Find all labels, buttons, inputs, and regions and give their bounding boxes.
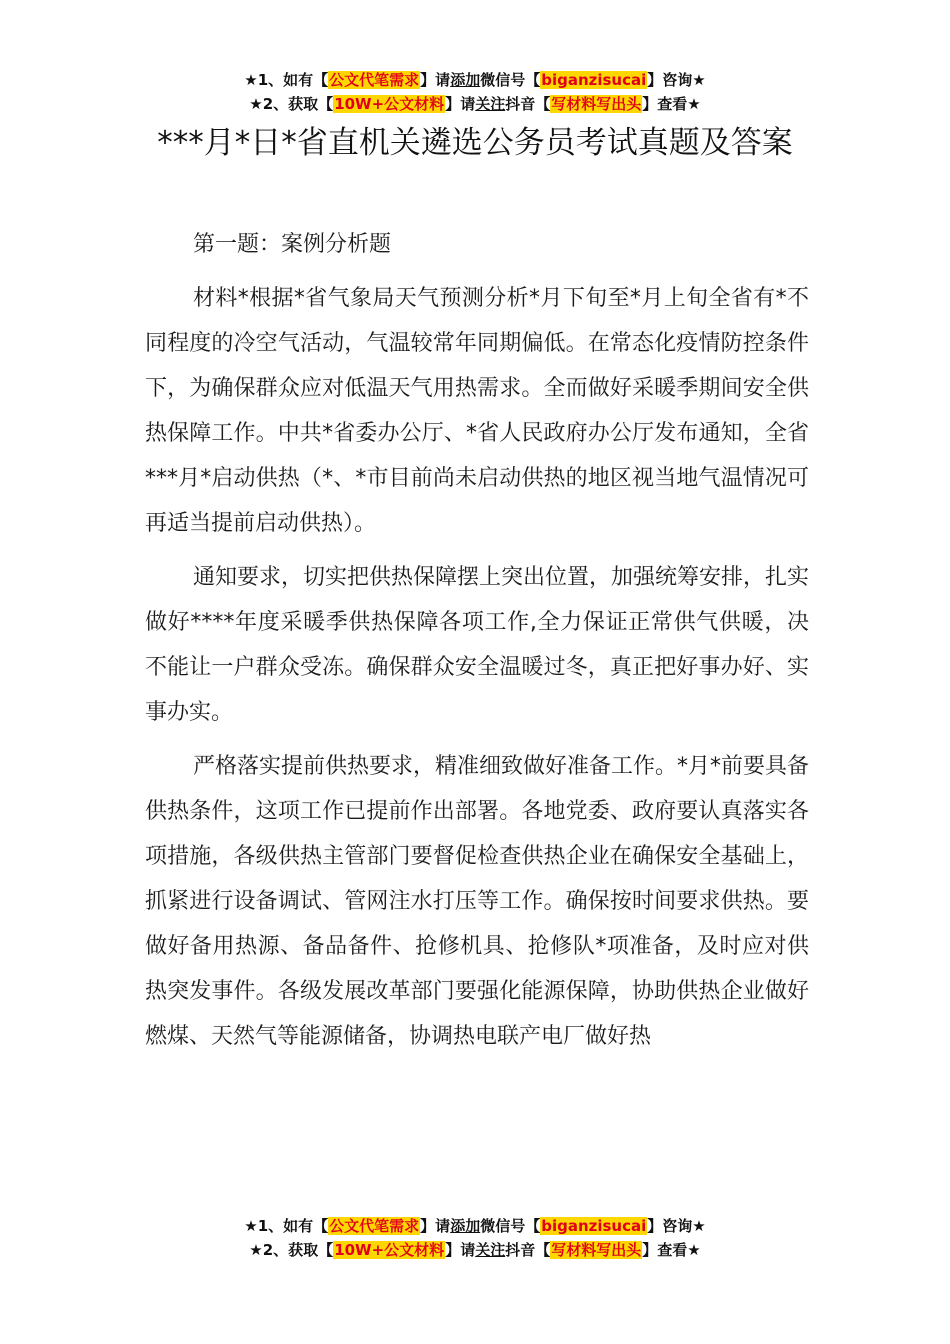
banner-text: 微信号【 [480, 71, 541, 89]
banner-text: ★1、如有【 [244, 71, 329, 89]
highlight-douyin-account: 写材料写出头 [551, 1241, 642, 1259]
underlined-follow: 关注 [475, 1241, 506, 1259]
banner-text: ★2、获取【 [249, 1241, 334, 1259]
document-body [145, 222, 809, 1068]
header-banner [0, 68, 950, 116]
highlight-materials: 10W+公文材料 [334, 95, 445, 113]
banner-text: ★2、获取【 [249, 95, 334, 113]
banner-text: 】请 [445, 1241, 476, 1259]
banner-text: 抖音【 [505, 95, 551, 113]
footer-banner [0, 1214, 950, 1262]
highlight-wechat-id: biganzisucai [541, 71, 647, 89]
banner-line-1 [0, 68, 950, 92]
banner-line-2 [0, 1238, 950, 1262]
banner-text: 】请 [445, 95, 476, 113]
banner-text: 】查看★ [642, 95, 701, 113]
banner-line-1 [0, 1214, 950, 1238]
banner-text: 】查看★ [642, 1241, 701, 1259]
banner-text: 】请 [420, 1217, 451, 1235]
highlight-douyin-account: 写材料写出头 [551, 95, 642, 113]
highlight-writing-service: 公文代笔需求 [329, 71, 420, 89]
section-heading: 第一题：案例分析题 [193, 232, 392, 257]
banner-text: 】请 [420, 71, 451, 89]
highlight-wechat-id: biganzisucai [541, 1217, 647, 1235]
paragraph-1: 材料*根据*省气象局天气预测分析*月下旬至*月上旬全省有*不同程度的冷空气活动，气温较常年同期偏低。在常态化疫情防控条件下，为确保群众应对低温天气用热需求。全而做好采暖季期间安全供热保障工作。中共*省委办公厅、*省人民政府办公厅发布通知，全省***月*启动供热（*、*市目前尚未启动供热的地区视当地气温情况可再适当提前启动供热）。 [145, 286, 809, 536]
highlight-materials: 10W+公文材料 [334, 1241, 445, 1259]
underlined-add: 添加 [450, 71, 481, 89]
highlight-writing-service: 公文代笔需求 [329, 1217, 420, 1235]
banner-text: 抖音【 [505, 1241, 551, 1259]
underlined-add: 添加 [450, 1217, 481, 1235]
paragraph-2: 通知要求，切实把供热保障摆上突出位置，加强统筹安排，扎实做好****年度采暖季供热保障各项工作,全力保证正常供气供暖，决不能让一户群众受冻。确保群众安全温暖过冬，真正把好事办好、实事办实。 [145, 565, 810, 725]
banner-text: 】咨询★ [647, 71, 706, 89]
banner-line-2 [0, 92, 950, 116]
banner-text: 】咨询★ [647, 1217, 706, 1235]
banner-text: 微信号【 [480, 1217, 541, 1235]
document-title: ***月*日*省直机关遴选公务员考试真题及答案 [157, 125, 793, 161]
underlined-follow: 关注 [475, 95, 506, 113]
paragraph-3: 严格落实提前供热要求，精准细致做好准备工作。*月*前要具备供热条件，这项工作已提前作出部署。各地党委、政府要认真落实各项措施，各级供热主管部门要督促检查供热企业在确保安全基础上，抓紧进行设备调试、管网注水打压等工作。确保按时间要求供热。要做好备用热源、备品备件、抢修机具、抢修队*项准备，及时应对供热突发事件。各级发展改革部门要强化能源保障，协助供热企业做好燃煤、天然气等能源储备，协调热电联产电厂做好热 [145, 754, 810, 1049]
banner-text: ★1、如有【 [244, 1217, 329, 1235]
